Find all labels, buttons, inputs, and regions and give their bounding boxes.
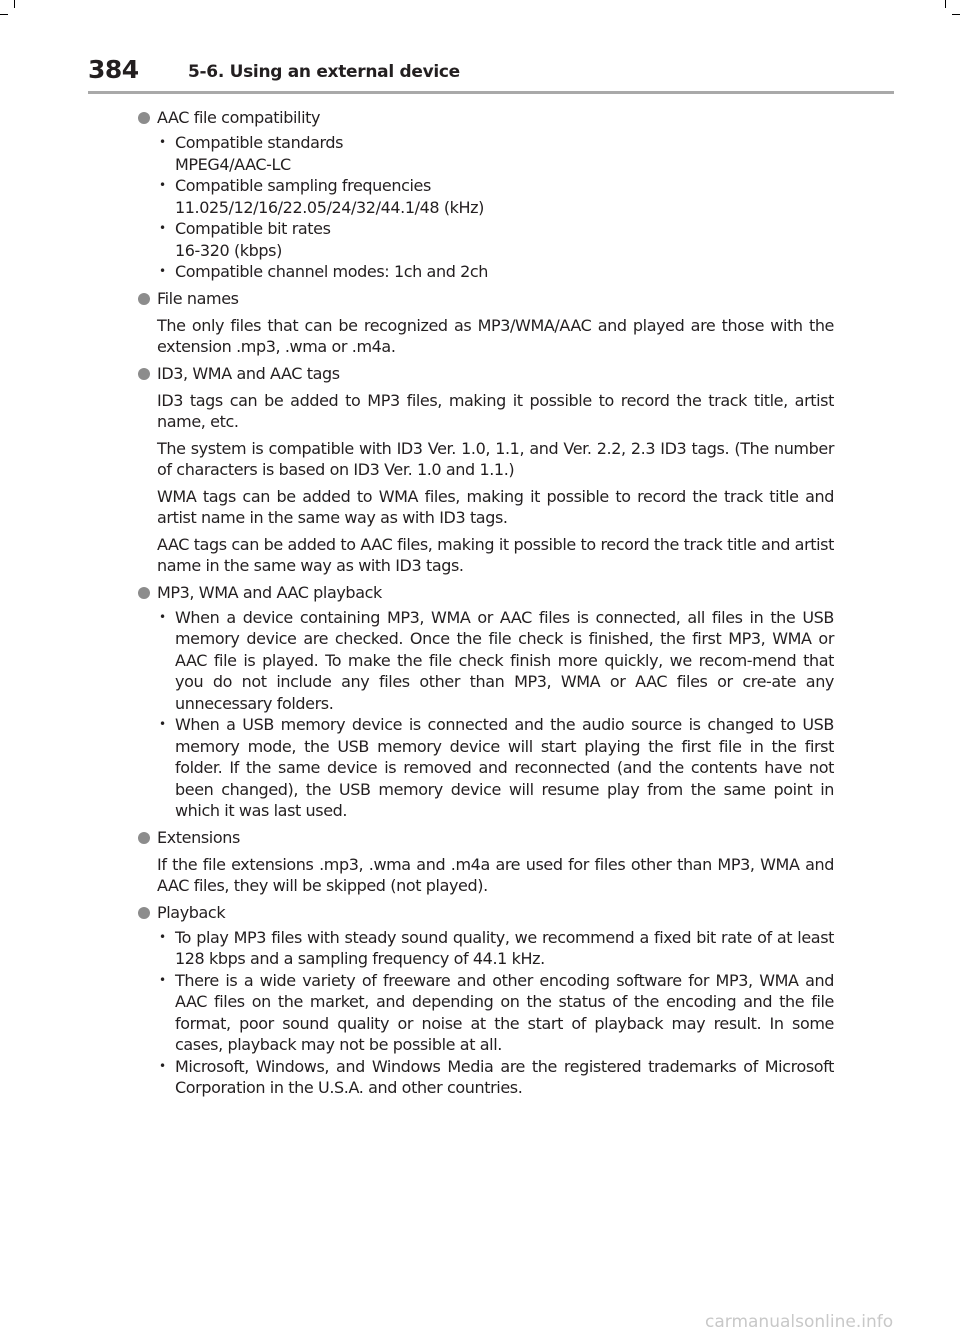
watermark: carmanualsonline.info bbox=[705, 1312, 894, 1332]
bullet-list bbox=[157, 927, 834, 1099]
section-title: 5-6. Using an external device bbox=[188, 62, 460, 82]
topic-title: MP3, WMA and AAC playback bbox=[157, 582, 382, 602]
topic-title: ID3, WMA and AAC tags bbox=[157, 363, 340, 383]
page-header bbox=[88, 55, 894, 91]
header-rule bbox=[88, 91, 894, 94]
bullet-dot-icon bbox=[138, 587, 150, 599]
list-item: • Microsoft, Windows, and Windows Media are the registered trademarks of Microsoft Corporation in the U.S.A. and other countries. bbox=[157, 1056, 834, 1099]
list-item-text: Compatible bit rates bbox=[175, 219, 331, 238]
topic-title: AAC file compatibility bbox=[157, 108, 321, 127]
bullet-dot-icon bbox=[138, 293, 150, 305]
list-item-text: Compatible channel modes: 1ch and 2ch bbox=[175, 262, 489, 281]
bullet-dot-icon bbox=[138, 112, 150, 124]
topic-heading bbox=[138, 827, 834, 849]
paragraph: If the file extensions .mp3, .wma and .m4a are used for files other than MP3, WMA and AAC files, they will be skipped (not played). bbox=[157, 854, 834, 895]
list-item bbox=[157, 132, 834, 175]
page-content bbox=[138, 107, 834, 1099]
crop-mark bbox=[945, 0, 946, 8]
list-item-value: MPEG4/AAC-LC bbox=[175, 154, 291, 174]
bullet-dot-icon bbox=[138, 368, 150, 380]
paragraph: The system is compatible with ID3 Ver. 1.0, 1.1, and Ver. 2.2, 2.3 ID3 tags. (The number of characters is based on ID3 Ver. 1.0 and 1.1.) bbox=[157, 438, 834, 479]
list-item-value: 16-320 (kbps) bbox=[175, 240, 282, 260]
topic-heading bbox=[138, 902, 834, 924]
crop-mark bbox=[0, 14, 8, 15]
list-item: • When a USB memory device is connected and the audio source is changed to USB memory mode, the USB memory device will start playing the first file in the first folder. If the same device is removed and reconnected (and the contents have not been changed), the USB memory device will resume play from the same point in which it was last used. bbox=[157, 714, 834, 822]
paragraph: AAC tags can be added to AAC files, making it possible to record the track title and artist name in the same way as with ID3 tags. bbox=[157, 534, 834, 575]
topic-title: File names bbox=[157, 288, 239, 308]
crop-mark bbox=[14, 0, 15, 8]
list-item bbox=[157, 261, 834, 283]
topic-title: Playback bbox=[157, 902, 226, 922]
topic-heading bbox=[138, 107, 834, 129]
topic-heading bbox=[138, 582, 834, 604]
list-item: • When a device containing MP3, WMA or AAC files is connected, all files in the USB memory device are checked. Once the file check is finished, the first MP3, WMA or AAC file is played. To make the file check finish more quickly, we recom-mend that you do not include any files other than MP3, WMA or AAC files or cre-ate any unnecessary folders. bbox=[157, 607, 834, 715]
list-item: • To play MP3 files with steady sound quality, we recommend a fixed bit rate of at least 128 kbps and a sampling frequency of 44.1 kHz. bbox=[157, 927, 834, 970]
crop-mark bbox=[952, 14, 960, 15]
bullet-list bbox=[157, 607, 834, 822]
list-item bbox=[157, 175, 834, 218]
list-item-value: 11.025/12/16/22.05/24/32/44.1/48 (kHz) bbox=[175, 197, 485, 217]
bullet-list bbox=[157, 132, 834, 283]
list-item-text: Compatible sampling frequencies bbox=[175, 176, 431, 195]
bullet-dot-icon bbox=[138, 907, 150, 919]
page-number: 384 bbox=[88, 55, 139, 84]
paragraph: ID3 tags can be added to MP3 files, making it possible to record the track title, artist name, etc. bbox=[157, 390, 834, 431]
topic-title: Extensions bbox=[157, 827, 240, 847]
list-item-text: Compatible standards bbox=[175, 133, 344, 152]
list-item: • There is a wide variety of freeware and other encoding software for MP3, WMA and AAC files on the market, and depending on the status of the encoding and the file format, poor sound quality or noise at the start of playback may result. In some cases, playback may not be possible at all. bbox=[157, 970, 834, 1056]
paragraph: WMA tags can be added to WMA files, making it possible to record the track title and artist name in the same way as with ID3 tags. bbox=[157, 486, 834, 527]
topic-heading bbox=[138, 363, 834, 385]
bullet-dot-icon bbox=[138, 832, 150, 844]
list-item bbox=[157, 218, 834, 261]
topic-heading bbox=[138, 288, 834, 310]
paragraph: The only files that can be recognized as MP3/WMA/AAC and played are those with the extension .mp3, .wma or .m4a. bbox=[157, 315, 834, 356]
